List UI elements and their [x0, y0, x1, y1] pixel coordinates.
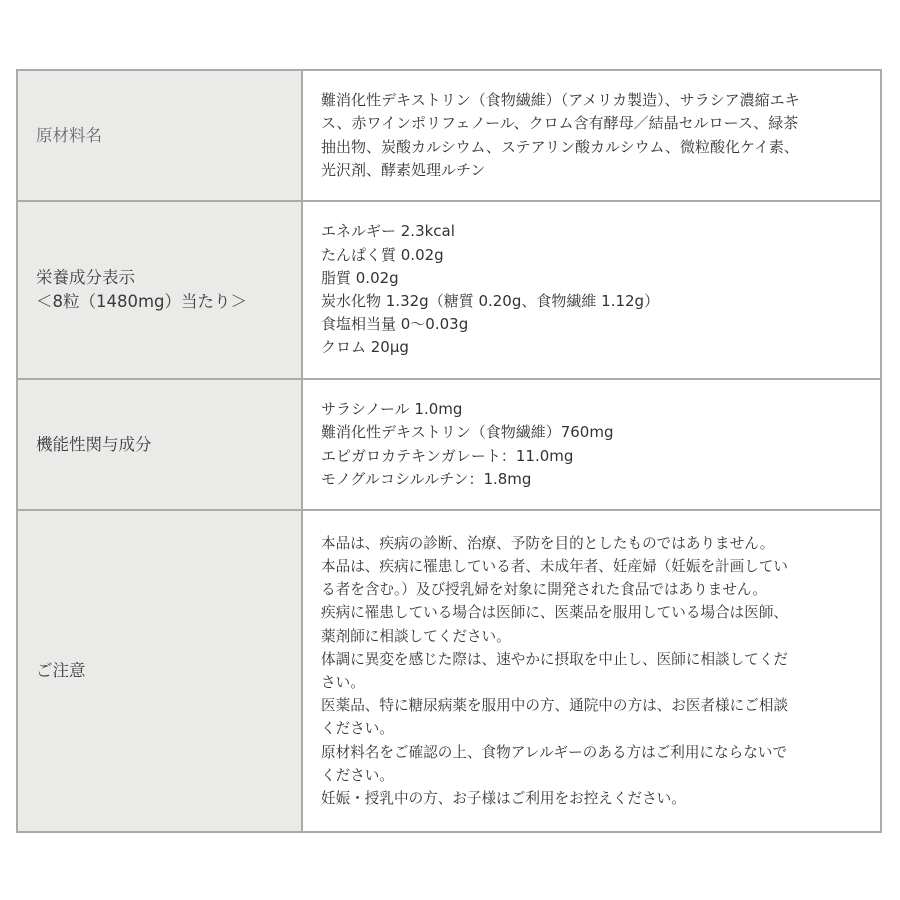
value-line: 原材料名をご確認の上、食物アレルギーのある方はご利用にならないで [321, 743, 788, 761]
value-line: ください。 [321, 766, 394, 784]
value-line: 難消化性デキストリン（食物繊維）（アメリカ製造）、サラシア濃縮エキ [321, 91, 800, 110]
value-line: 疾病に罹患している場合は医師に、医薬品を服用している場合は医師、 [321, 604, 789, 622]
value-line: さい。 [321, 674, 365, 691]
value-line: たんぱく質 0.02g [321, 245, 444, 264]
label-caution [18, 511, 303, 831]
value-ingredients [303, 71, 880, 200]
value-line: 光沢剤、酵素処理ルチン [321, 160, 486, 179]
table-row-ingredients [18, 71, 880, 202]
label-line: 機能性関与成分 [36, 434, 152, 454]
value-line: 医薬品、特に糖尿病薬を服用中の方、通院中の方は、お医者様にご相談 [321, 697, 789, 715]
value-line: サラシノール 1.0mg [321, 400, 463, 419]
value-caution [303, 511, 880, 831]
label-line: 原材料名 [36, 125, 102, 145]
value-line: 本品は、疾病の診断、治療、予防を目的としたものではありません。 [321, 534, 775, 552]
value-nutrition [303, 202, 880, 378]
value-line: 妊娠・授乳中の方、お子様はご利用をお控えください。 [321, 790, 686, 808]
value-line: 難消化性デキストリン（食物繊維）760mg [321, 423, 614, 442]
value-line: 本品は、疾病に罹患している者、未成年者、妊産婦（妊娠を計画してい [321, 557, 789, 575]
value-line: る者を含む。）及び授乳婦を対象に開発された食品ではありません。 [321, 581, 767, 599]
label-line: 栄養成分表示 [36, 268, 135, 287]
table-row-functional-ingredients [18, 380, 880, 511]
value-line: 薬剤師に相談してください。 [321, 627, 511, 645]
label-line: ご注意 [36, 661, 86, 680]
table-row-caution [18, 511, 880, 831]
product-info-table [16, 69, 882, 833]
label-functional-ingredients [18, 380, 303, 509]
value-line: 脂質 0.02g [321, 268, 399, 287]
value-line: エネルギー 2.3kcal [321, 222, 455, 241]
value-functional-ingredients [303, 380, 880, 509]
value-line: ス、赤ワインポリフェノール、クロム含有酵母／結晶セルロース、緑茶 [321, 114, 799, 133]
label-nutrition [18, 202, 303, 378]
value-line: エピガロカテキンガレート：11.0mg [321, 446, 574, 465]
value-line: 抽出物、炭酸カルシウム、ステアリン酸カルシウム、微粒酸化ケイ素、 [321, 137, 799, 156]
label-ingredients [18, 71, 303, 200]
value-line: ください。 [321, 720, 394, 738]
label-line: ＜8粒（1480mg）当たり＞ [36, 292, 248, 311]
value-line: モノグルコシルルチン：1.8mg [321, 469, 532, 488]
value-line: 炭水化物 1.32g（糖質 0.20g、食物繊維 1.12g） [321, 292, 660, 310]
value-line: 体調に異変を感じた際は、速やかに摂取を中止し、医師に相談してくだ [321, 650, 789, 668]
value-line: 食塩相当量 0～0.03g [321, 315, 469, 334]
table-row-nutrition [18, 202, 880, 380]
value-line: クロム 20μg [321, 338, 409, 357]
